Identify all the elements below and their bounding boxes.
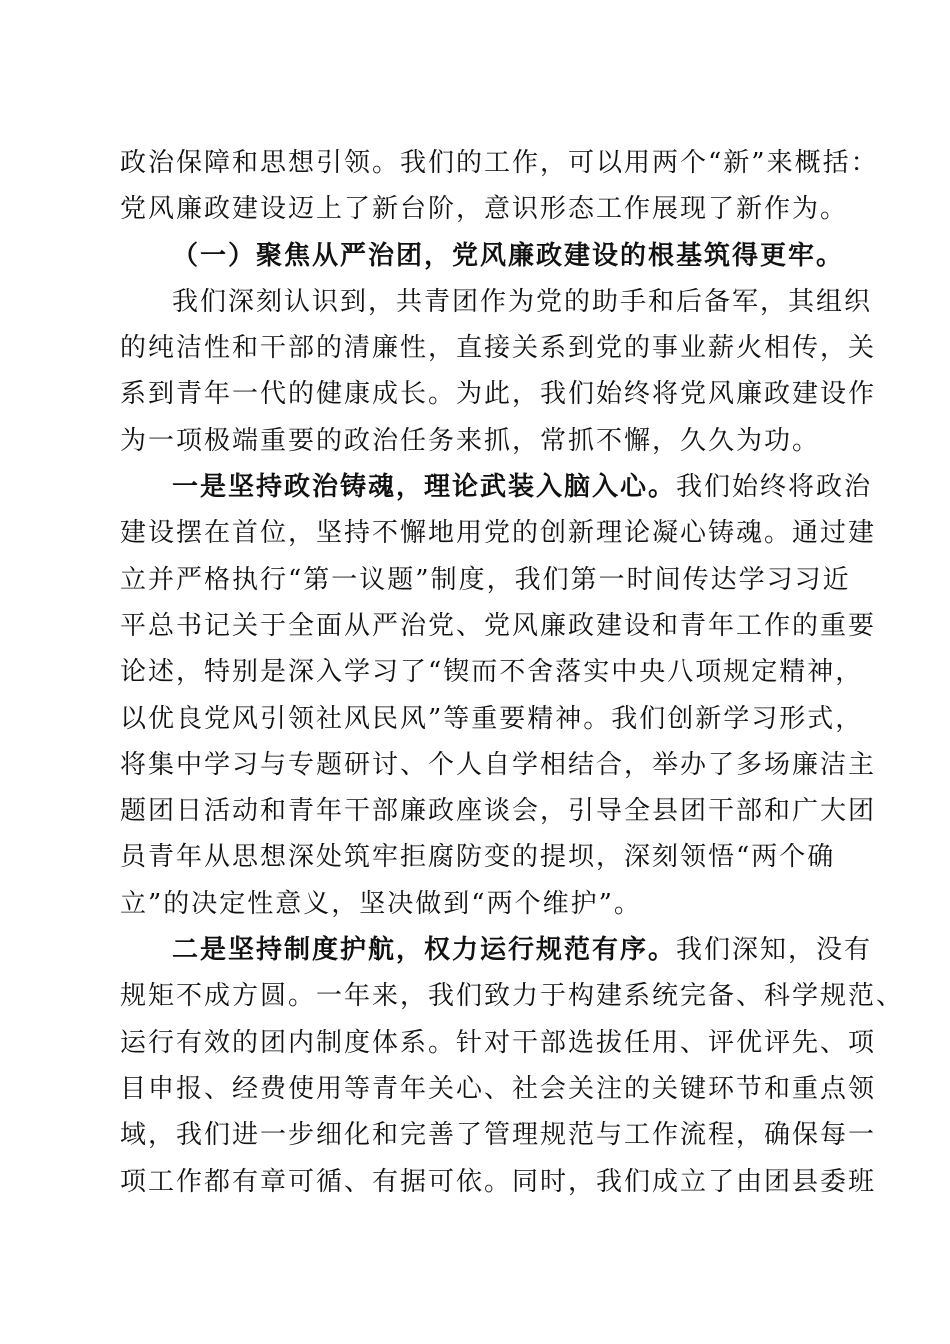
text-line: 立”的决定性意义，坚决做到“两个维护”。 xyxy=(120,888,642,919)
text-line: 为一项极端重要的政治任务来抓，常抓不懈，久久为功。 xyxy=(120,425,821,456)
text-line: 平总书记关于全面从严治党、党风廉政建设和青年工作的重要 xyxy=(120,610,877,641)
text-line: 规矩不成方圆。一年来，我们致力于构建系统完备、科学规范、 xyxy=(120,981,905,1012)
text-line: 党风廉政建设迈上了新台阶，意识形态工作展现了新作为。 xyxy=(120,194,849,225)
point-heading: 二是坚持制度护航，权力运行规范有序。 xyxy=(172,935,677,966)
text-line: 题团日活动和青年干部廉政座谈会，引导全县团干部和广大团 xyxy=(120,796,877,827)
text-line: 域，我们进一步细化和完善了管理规范与工作流程，确保每一 xyxy=(120,1120,877,1151)
text-line: 论述，特别是深入学习了“锲而不舍落实中央八项规定精神， xyxy=(120,657,864,688)
point-text: 我们深知，没有 xyxy=(676,935,873,966)
text-line: 将集中学习与专题研讨、个人自学相结合，举办了多场廉洁主 xyxy=(120,749,877,780)
section-heading: （一）聚焦从严治团，党风廉政建设的根基筑得更牢。 xyxy=(172,240,845,271)
paragraph-first-line xyxy=(120,927,873,973)
text-line: 目申报、经费使用等青年关心、社会关注的关键环节和重点领 xyxy=(120,1073,877,1104)
point-heading: 一是坚持政治铸魂，理论武装入脑入心。 xyxy=(172,472,677,503)
text-line: 的纯洁性和干部的清廉性，直接关系到党的事业薪火相传，关 xyxy=(120,333,877,364)
text-line: 系到青年一代的健康成长。为此，我们始终将党风廉政建设作 xyxy=(120,379,877,410)
document-body xyxy=(120,140,905,1205)
paragraph-first-line: 我们深刻认识到，共青团作为党的助手和后备军，其组织 xyxy=(172,286,873,317)
paragraph-first-line xyxy=(120,464,873,510)
text-line: 以优良党风引领社风民风”等重要精神。我们创新学习形式， xyxy=(120,703,864,734)
text-line: 建设摆在首位，坚持不懈地用党的创新理论凝心铸魂。通过建 xyxy=(120,518,877,549)
text-line: 项工作都有章可循、有据可依。同时，我们成立了由团县委班 xyxy=(120,1166,877,1197)
text-line: 运行有效的团内制度体系。针对干部选拔任用、评优评先、项 xyxy=(120,1027,877,1058)
text-line: 立并严格执行“第一议题”制度，我们第一时间传达学习习近 xyxy=(120,564,851,595)
text-line: 政治保障和思想引领。我们的工作，可以用两个“新”来概括： xyxy=(120,148,879,178)
text-line: 员青年从思想深处筑牢拒腐防变的提坝，深刻领悟“两个确 xyxy=(120,842,836,873)
point-text: 我们始终将政治 xyxy=(676,472,873,503)
